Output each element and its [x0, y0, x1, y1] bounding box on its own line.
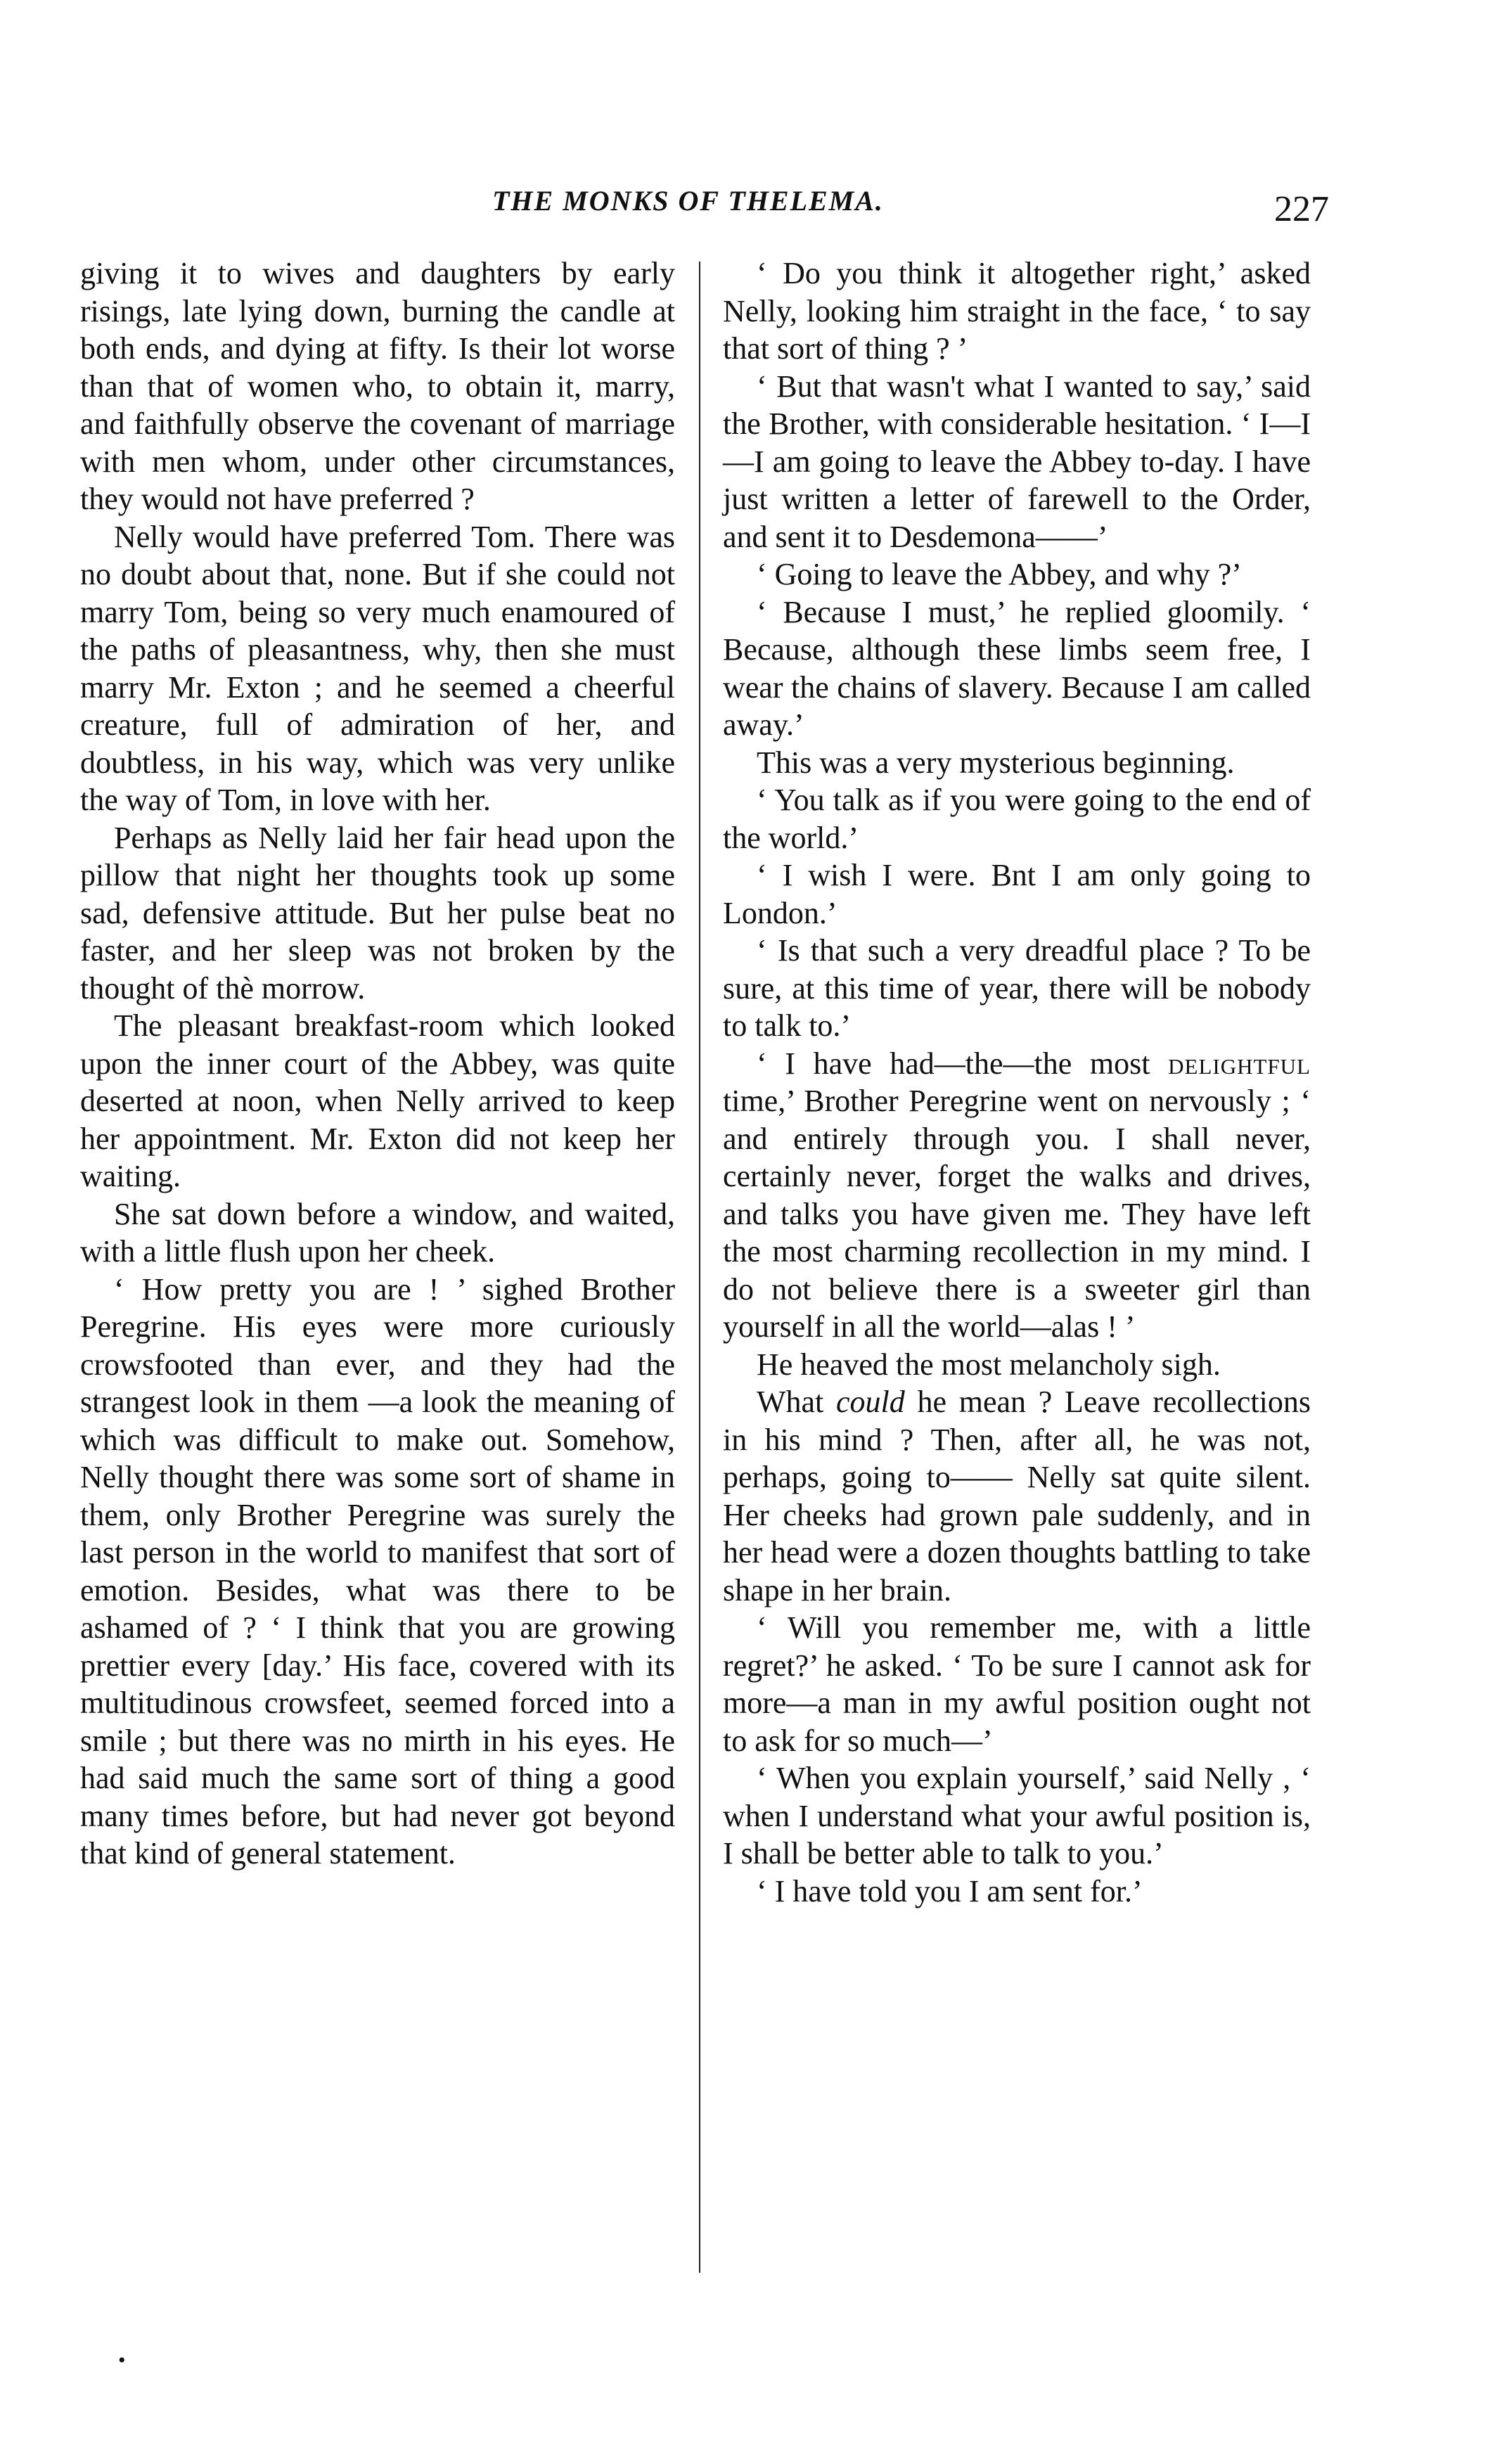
- column-divider: [699, 262, 700, 2273]
- left-column: [80, 255, 675, 1873]
- paragraph: ‘ Do you think it altogether right,’ asked Nelly, looking him straight in the face, ‘ to say that sort of thing ? ’: [723, 256, 1311, 366]
- text-run: time,’ Brother Peregrine went on nervously ; ‘ and entirely through you. I shall never, certainly never, forget the walks and drives, and talks you have given me. They have left the most charming recollection in my mind. I do not believe there is a sweeter girl than yourself in all the world—alas ! ’: [723, 1084, 1311, 1344]
- paragraph: [723, 1383, 1311, 1609]
- page-number: 227: [1274, 189, 1329, 229]
- paragraph: This was a very mysterious beginning.: [757, 745, 1235, 780]
- paragraph: ‘ Going to leave the Abbey, and why ?’: [757, 557, 1242, 591]
- paragraph: ‘ I wish I were. Bnt I am only going to London.’: [723, 858, 1311, 930]
- text-run: he mean ? Leave recollections in his mind ? Then, after all, he was not, perhaps, going to—— Nelly sat quite silent. Her cheeks had grown pale suddenly, and in her head were a dozen thoughts battling to take shape in her brain.: [723, 1385, 1311, 1608]
- small-caps-word: delightful: [1168, 1046, 1311, 1081]
- italic-word: could: [836, 1385, 905, 1419]
- paragraph: He heaved the most melancholy sigh.: [757, 1347, 1221, 1382]
- running-title: THE MONKS OF THELEMA.: [492, 185, 884, 217]
- paragraph: [723, 1045, 1311, 1346]
- paragraph: ‘ Will you remember me, with a little regret?’ he asked. ‘ To be sure I cannot ask for more—a man in my awful position ought not to ask for so much—’: [723, 1610, 1311, 1758]
- paragraph: giving it to wives and daughters by early risings, late lying down, burning the candle at both ends, and dying at fifty. Is their lot worse than that of women who, to obtain it, marry, and faithfully observe the covenant of marriage with men whom, under other circumstances, they would not have preferred ?: [80, 256, 675, 516]
- paragraph: Perhaps as Nelly laid her fair head upon the pillow that night her thoughts took up some sad, defensive attitude. But her pulse beat no faster, and her sleep was not broken by the thought of thè morrow.: [80, 820, 675, 1006]
- right-column: [723, 255, 1311, 1910]
- paragraph: ‘ You talk as if you were going to the end of the world.’: [723, 783, 1311, 855]
- ink-speck: •: [118, 2349, 126, 2372]
- paragraph: ‘ When you explain yourself,’ said Nelly , ‘ when I understand what your awful position is, I shall be better able to talk to you.’: [723, 1761, 1311, 1871]
- paragraph: ‘ Because I must,’ he replied gloomily. ‘ Because, although these limbs seem free, I wear the chains of slavery. Because I am called away.’: [723, 594, 1311, 742]
- paragraph: ‘ How pretty you are ! ’ sighed Brother Peregrine. His eyes were more curiously crowsfooted than ever, and they had the strangest look in them —a look the meaning of which was difficult to make out. Somehow, Nelly thought there was some sort of shame in them, only Brother Peregrine was surely the last person in the world to manifest that sort of emotion. Besides, what was there to be ashamed of ? ‘ I think that you are growing prettier every [day.’ His face, covered with its multitudinous crowsfeet, seemed forced into a smile ; but there was no mirth in his eyes. He had said much the same sort of thing a good many times before, but had never got beyond that kind of general statement.: [80, 1271, 675, 1871]
- paragraph: Nelly would have preferred Tom. There was no doubt about that, none. But if she could not marry Tom, being so very much enamoured of the paths of pleasantness, why, then she must marry Mr. Exton ; and he seemed a cheerful creature, full of admiration of her, and doubtless, in his way, which was very unlike the way of Tom, in love with her.: [80, 519, 675, 817]
- paragraph: The pleasant breakfast-room which looked upon the inner court of the Abbey, was quite deserted at noon, when Nelly arrived to keep her appointment. Mr. Exton did not keep her waiting.: [80, 1008, 675, 1193]
- paragraph: ‘ But that wasn't what I wanted to say,’ said the Brother, with considerable hesitation. ‘ I—I—I am going to leave the Abbey to-day. I have just written a letter of farewell to the Order, and sent it to Desdemona——’: [723, 368, 1311, 554]
- paragraph: ‘ I have told you I am sent for.’: [757, 1873, 1143, 1908]
- paragraph: ‘ Is that such a very dreadful place ? To be sure, at this time of year, there will be nobody to talk to.’: [723, 933, 1311, 1043]
- paragraph: She sat down before a window, and waited, with a little flush upon her cheek.: [80, 1196, 675, 1269]
- text-run: What: [757, 1385, 837, 1419]
- text-run: ‘ I have had—the—the most: [757, 1046, 1169, 1081]
